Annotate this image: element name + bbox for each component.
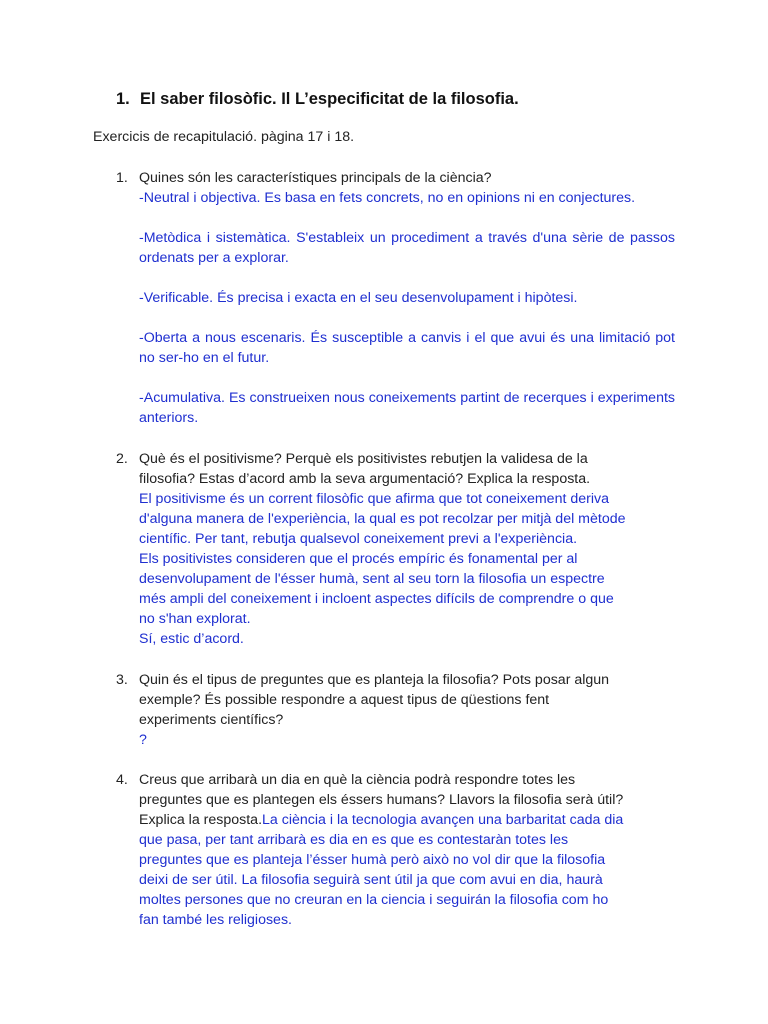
answer-line: Els positivistes consideren que el procés empíric és fonamental per al <box>139 551 578 567</box>
answer-paragraph: -Acumulativa. Es construeixen nous coneixements partint de recerques i experiments anteriors. <box>139 390 675 426</box>
answer-line: d'alguna manera de l'experiència, la qual es pot recolzar per mitjà del mètode <box>139 511 626 527</box>
answer-line: El positivisme és un corrent filosòfic que afirma que tot coneixement deriva <box>139 491 609 507</box>
answer-paragraph: -Verificable. És precisa i exacta en el seu desenvolupament i hipòtesi. <box>139 290 578 306</box>
answer-line: deixi de ser útil. La filosofia seguirà sent útil ja que com avui en dia, haurà <box>139 872 603 888</box>
exercise-intro: Exercicis de recapitulació. pàgina 17 i 18. <box>93 129 355 145</box>
answer-line: més ampli del coneixement i incloent aspectes difícils de comprendre o que <box>139 591 614 607</box>
question-4 <box>116 770 676 930</box>
question-text-line: Creus que arribarà un dia en què la ciència podrà respondre totes les <box>139 772 576 788</box>
answer-line: que pasa, per tant arribarà es dia en es que es contestaràn totes les <box>139 832 569 848</box>
mixed-line <box>139 810 675 830</box>
answer-line: desenvolupament de l'ésser humà, sent al seu torn la filosofia un espectre <box>139 571 605 587</box>
question-text-line: preguntes que es plantegen els éssers humans? Llavors la filosofia serà útil? <box>139 792 624 808</box>
question-text-line: experiments científics? <box>139 712 284 728</box>
question-number: 3. <box>116 672 128 688</box>
answer-block <box>139 830 675 930</box>
question-text-line: filosofia? Estas d’acord amb la seva argumentació? Explica la resposta. <box>139 471 591 487</box>
question-3 <box>116 670 676 750</box>
answer-paragraph: -Neutral i objectiva. Es basa en fets concrets, no en opinions ni en conjectures. <box>139 190 636 206</box>
answer-line: preguntes que es planteja l’ésser humà però això no vol dir que la filosofia <box>139 852 606 868</box>
answer-start: La ciència i la tecnologia avançen una barbaritat cada dia <box>262 812 624 828</box>
question-text-line: exemple? És possible respondre a aquest tipus de qüestions fent <box>139 692 550 708</box>
question-2 <box>116 449 676 649</box>
section-title: El saber filosòfic. Il L’especificitat de la filosofia. <box>140 90 519 108</box>
section-heading <box>116 88 519 110</box>
question-text-line: Quin és el tipus de preguntes que es planteja la filosofia? Pots posar algun <box>139 672 610 688</box>
question-text-line: Què és el positivisme? Perquè els positivistes rebutjen la validesa de la <box>139 451 588 467</box>
answer-block <box>139 489 675 649</box>
answer-line: moltes persones que no creuran en la ciencia i seguirán la filosofia com ho <box>139 892 609 908</box>
answer-paragraph: -Metòdica i sistemàtica. S'estableix un procediment a través d'una sèrie de passos ordenats per a explorar. <box>139 230 675 266</box>
answer-block <box>139 730 675 750</box>
answer-block <box>139 188 675 428</box>
question-number: 4. <box>116 772 128 788</box>
answer-line: científic. Per tant, rebutja qualsevol coneixement previ a l'experiència. <box>139 531 578 547</box>
question-text-tail: Explica la resposta. <box>139 812 263 828</box>
question-text: Quines són les característiques principals de la ciència? <box>139 170 492 186</box>
answer-paragraph: -Oberta a nous escenaris. És susceptible a canvis i el que avui és una limitació pot no ser-ho en el futur. <box>139 330 675 366</box>
question-number: 1. <box>116 170 128 186</box>
section-number: 1. <box>116 90 130 108</box>
answer-line: ? <box>139 732 147 748</box>
answer-line: fan també les religioses. <box>139 912 292 928</box>
question-number: 2. <box>116 451 128 467</box>
answer-line: no s'han explorat. <box>139 611 251 627</box>
question-1 <box>116 168 676 428</box>
answer-line: Sí, estic d’acord. <box>139 631 244 647</box>
